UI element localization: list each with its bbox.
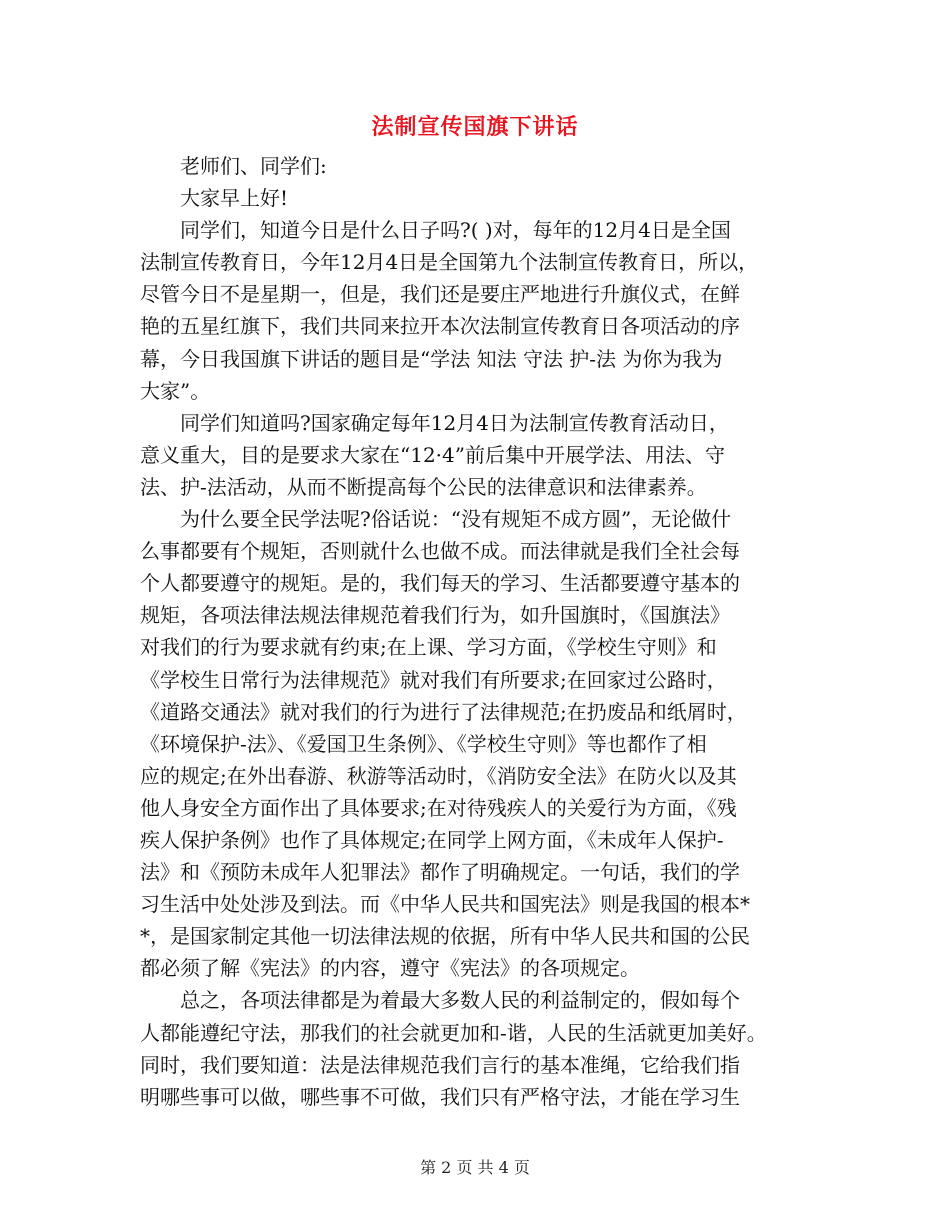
body-line: 法、护-法活动，从而不断提高每个公民的法律意识和法律素养。: [140, 474, 707, 499]
body-line: 《环境保护-法》、《爱国卫生条例》、《学校生守则》等也都作了相: [140, 731, 707, 756]
document-title: 法制宣传国旗下讲话: [371, 114, 579, 140]
body-line: 习生活中处处涉及到法。而《中华人民共和国宪法》则是我国的根本*: [140, 892, 750, 917]
body-line: 法制宣传教育日，今年12月4日是全国第九个法制宣传教育日，所以，: [140, 250, 759, 275]
body-line: 都必须了解《宪法》的内容，遵守《宪法》的各项规定。: [140, 956, 640, 981]
body-line: 《道路交通法》就对我们的行为进行了法律规范;在扔废品和纸屑时，: [140, 699, 747, 724]
body-line: 尽管今日不是星期一，但是，我们还是要庄严地进行升旗仪式，在鲜: [140, 282, 740, 307]
body-line: 么事都要有个规矩，否则就什么也做不成。而法律就是我们全社会每: [140, 539, 740, 564]
body-line: *，是国家制定其他一切法律法规的依据，所有中华人民共和国的公民: [140, 924, 750, 949]
body-line: 同时，我们要知道：法是法律规范我们言行的基本准绳，它给我们指: [140, 1052, 740, 1077]
body-line: 老师们、同学们:: [140, 154, 327, 178]
body-line: 应的规定;在外出春游、秋游等活动时，《消防安全法》在防火以及其: [140, 763, 737, 788]
body-line: 对我们的行为要求就有约束;在上课、学习方面，《学校生守则》和: [140, 635, 717, 660]
document-body: [140, 150, 820, 1113]
body-line: 同学们，知道今日是什么日子吗?( )对，每年的12月4日是全国: [140, 218, 731, 243]
body-line: 《学校生日常行为法律规范》就对我们有所要求;在回家过公路时，: [140, 667, 727, 692]
body-line: 法》和《预防未成年人犯罪法》都作了明确规定。一句话，我们的学: [140, 860, 740, 885]
body-line: 个人都要遵守的规矩。是的，我们每天的学习、生活都要遵守基本的: [140, 571, 740, 596]
body-line: 规矩，各项法律法规法律规范着我们行为，如升国旗时，《国旗法》: [140, 603, 730, 628]
body-line: 为什么要全民学法呢?俗话说：“没有规矩不成方圆”，无论做什: [140, 507, 732, 532]
page-number-footer: 第 2 页 共 4 页: [420, 1158, 530, 1177]
body-line: 疾人保护条例》也作了具体规定;在同学上网方面，《未成年人保护-: [140, 827, 724, 852]
body-line: 他人身安全方面作出了具体要求;在对待残疾人的关爱行为方面，《残: [140, 795, 737, 820]
body-line: 人都能遵纪守法，那我们的社会就更加和-谐，人民的生活就更加美好。: [140, 1020, 767, 1045]
body-line: 幕，今日我国旗下讲话的题目是“学法 知法 守法 护-法 为你为我为: [140, 346, 723, 371]
body-line: 明哪些事可以做，哪些事不可做，我们只有严格守法，才能在学习生: [140, 1084, 740, 1109]
body-line: 大家早上好!: [140, 186, 289, 211]
body-line: 意义重大，目的是要求大家在“12·4”前后集中开展学法、用法、守: [140, 442, 725, 467]
body-line: 大家”。: [140, 378, 211, 403]
body-line: 总之，各项法律都是为着最大多数人民的利益制定的，假如每个: [140, 988, 740, 1013]
body-line: 艳的五星红旗下，我们共同来拉开本次法制宣传教育日各项活动的序: [140, 314, 740, 339]
body-line: 同学们知道吗?国家确定每年12月4日为法制宣传教育活动日，: [140, 410, 729, 435]
